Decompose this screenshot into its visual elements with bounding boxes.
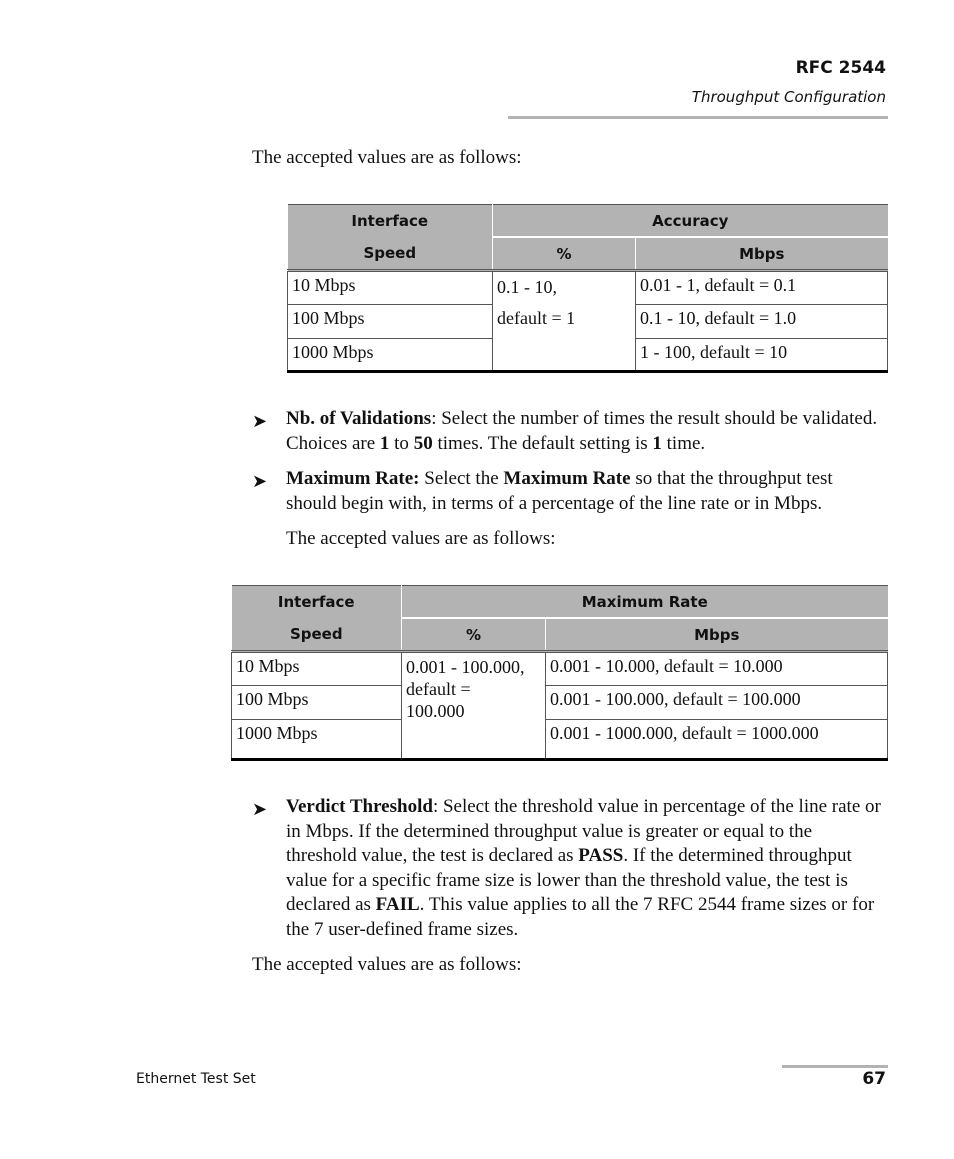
header-percent: % (493, 237, 636, 271)
cell-speed: 10 Mbps (288, 271, 493, 305)
cell-speed: 10 Mbps (232, 652, 402, 686)
header-percent: % (402, 618, 546, 652)
intro-text-2: The accepted values are as follows: (286, 528, 556, 549)
bullet-nb-validations: ➤ Nb. of Validations: Select the number of times the result should be validated. Choices are 1 to 50 times. The default setting is 1 time. (252, 408, 878, 454)
bullet-arrow-icon: ➤ (252, 471, 268, 491)
cell-mbps: 0.001 - 10.000, default = 10.000 (546, 652, 888, 686)
term-maximum-rate: Maximum Rate: (286, 468, 420, 489)
term-verdict-threshold: Verdict Threshold (286, 796, 433, 817)
header-interface: Interface (351, 212, 429, 230)
cell-percent-range (402, 652, 546, 760)
intro-text-3: The accepted values are as follows: (252, 954, 522, 975)
cell-speed: 1000 Mbps (232, 720, 402, 760)
section-subtitle: Throughput Configuration (691, 88, 886, 106)
page-number: 67 (862, 1069, 886, 1089)
bullet-verdict-threshold: ➤ Verdict Threshold: Select the threshold value in percentage of the line rate or in Mbps. If the determined throughput value is greater or equal to the threshold value, the test is declared as PASS. If the determined throughput value for a specific frame size is lower than the threshold value, the test is declared as FAIL. This value applies to all the 7 RFC 2544 frame sizes or for the 7 user-defined frame sizes. (252, 796, 881, 940)
bullet-arrow-icon: ➤ (252, 411, 268, 431)
header-maximum-rate: Maximum Rate (402, 586, 888, 619)
percent-default-line: default = 1 (497, 308, 576, 328)
percent-default-value: 100.000 (406, 701, 465, 721)
chapter-title: RFC 2544 (795, 58, 886, 78)
term-nb-validations: Nb. of Validations (286, 408, 432, 429)
maximum-rate-table (231, 585, 888, 761)
header-rule (508, 116, 888, 119)
footer-rule (782, 1065, 888, 1068)
header-speed: Speed (232, 618, 402, 652)
cell-speed: 100 Mbps (232, 686, 402, 720)
cell-speed: 1000 Mbps (288, 339, 493, 372)
cell-mbps: 1 - 100, default = 10 (636, 339, 888, 372)
cell-mbps: 0.001 - 1000.000, default = 1000.000 (546, 720, 888, 760)
header-speed: Speed (288, 237, 493, 271)
header-mbps: Mbps (636, 237, 888, 271)
bullet-maximum-rate: ➤ Maximum Rate: Select the Maximum Rate so that the throughput test should begin with, in terms of a percentage of the line rate or in Mbps. (252, 468, 833, 514)
header-mbps: Mbps (546, 618, 888, 652)
accuracy-table (287, 204, 888, 373)
cell-mbps: 0.01 - 1, default = 0.1 (636, 271, 888, 305)
percent-range-line: 0.1 - 10, (497, 277, 557, 297)
cell-speed: 100 Mbps (288, 305, 493, 339)
percent-default-line: default = (406, 679, 471, 699)
bullet-arrow-icon: ➤ (252, 799, 268, 819)
header-accuracy: Accuracy (493, 205, 888, 238)
cell-percent-range (493, 271, 636, 372)
cell-mbps: 0.001 - 100.000, default = 100.000 (546, 686, 888, 720)
percent-range-line: 0.001 - 100.000, (406, 657, 525, 677)
cell-mbps: 0.1 - 10, default = 1.0 (636, 305, 888, 339)
footer-product-name: Ethernet Test Set (136, 1071, 256, 1087)
header-interface: Interface (232, 586, 402, 619)
intro-text-1: The accepted values are as follows: (252, 147, 522, 168)
